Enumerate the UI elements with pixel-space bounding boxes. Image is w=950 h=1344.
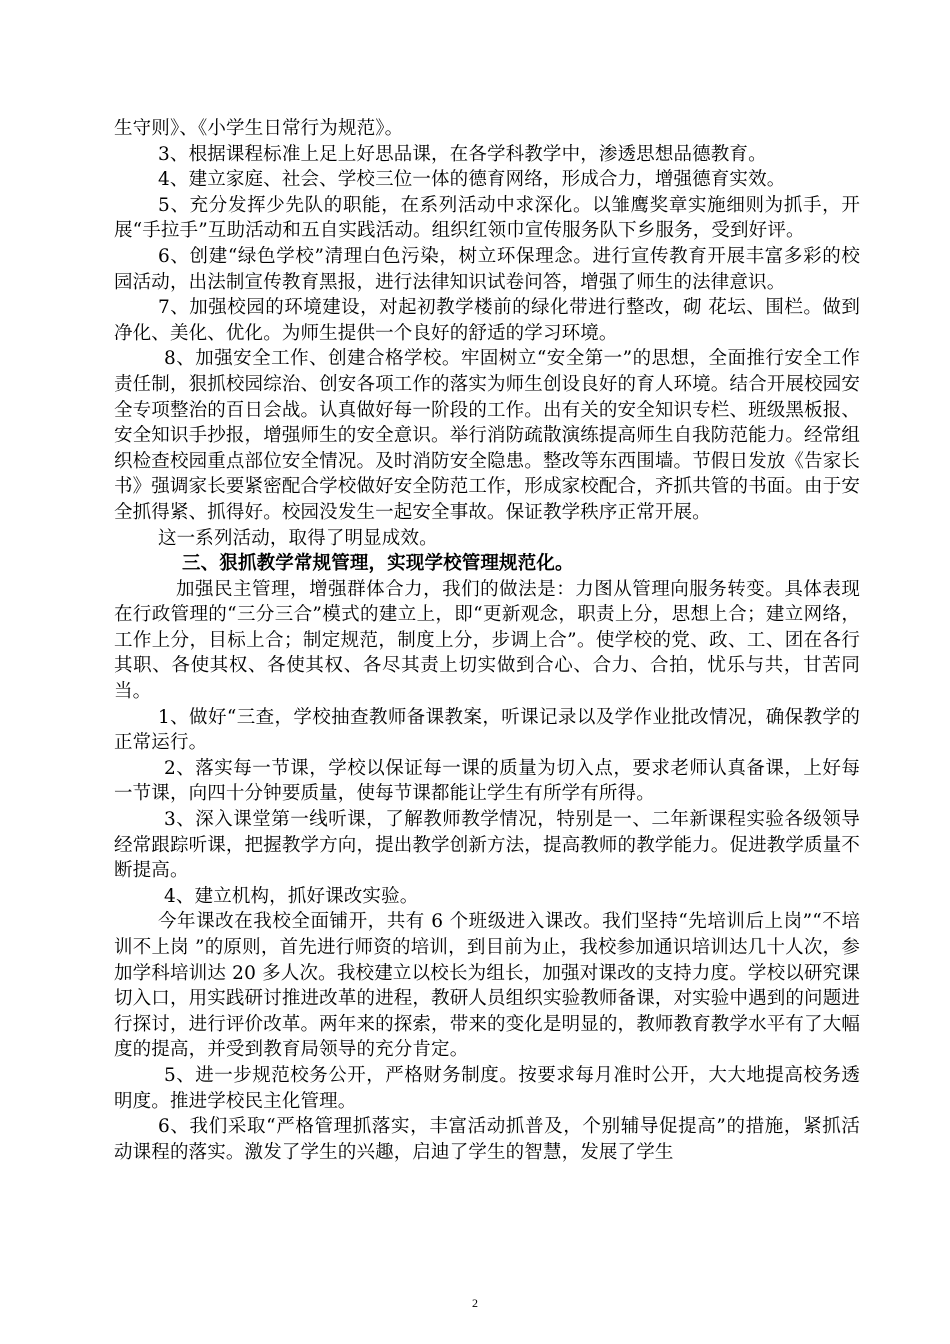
paragraph: 4、建立家庭、社会、学校三位一体的德育网络，形成合力，增强德育实效。 [158, 169, 786, 191]
paragraph: 3、深入课堂第一线听课，了解教师教学情况，特别是一、二年新课程实验各级领导经常跟踪听课，把握教学方向，提出教学创新方法，提高教师的教学能力。促进教学质量不断提高。 [114, 809, 861, 882]
paragraph: 今年课改在我校全面铺开，共有 6 个班级进入课改。我们坚持“先培训后上岗”“不培训不上岗 ”的原则，首先进行师资的培训，到目前为止，我校参加通识培训达几十人次，参加学科培训达 20 多人次。我校建立以校长为组长，加强对课改的支持力度。学校以研究课切入口，用实践研讨推进改革的进程，教研人员组织实验教师备课，对实验中遇到的问题进行探讨，进行评价改革。两年来的探索，带来的变化是明显的，教师教育教学水平有了大幅度的提高，并受到教育局领导的充分肯定。 [114, 911, 861, 1061]
paragraph: 4、建立机构，抓好课改实验。 [164, 885, 419, 907]
paragraph: 生守则》、《小学生日常行为规范》。 [114, 118, 404, 139]
paragraph: 5、充分发挥少先队的职能，在系列活动中求深化。以雏鹰奖章实施细则为抓手，开展“手拉手”互助活动和五自实践活动。组织红领巾宣传服务队下乡服务，受到好评。 [114, 194, 860, 242]
paragraph: 这一系列活动，取得了明显成效。 [158, 527, 438, 549]
body-text [114, 116, 860, 1165]
paragraph: 加强民主管理，增强群体合力，我们的做法是：力图从管理向服务转变。具体表现在行政管理的“三分三合”模式的建立上，即“更新观念，职责上分，思想上合；建立网络，工作上分，目标上合；制定规范，制度上分，步调上合”。使学校的党、政、工、团在各行其职、各使其权、各使其权、各尽其责上切实做到合心、合力、合拍，忧乐与共，甘苦同当。 [114, 578, 860, 703]
section-heading: 三、狠抓教学常规管理，实现学校管理规范化。 [182, 553, 574, 575]
paragraph: 3、根据课程标准上足上好思品课，在各学科教学中，渗透思想品德教育。 [158, 143, 767, 165]
paragraph: 8、加强安全工作、创建合格学校。牢固树立“安全第一”的思想，全面推行安全工作责任制，狠抓校园综治、创安各项工作的落实为师生创设良好的育人环境。结合开展校园安全专项整治的百日会战。认真做好每一阶段的工作。出有关的安全知识专栏、班级黑板报、安全知识手抄报，增强师生的安全意识。举行消防疏散演练提高师生自我防范能力。经常组织检查校园重点部位安全情况。及时消防安全隐患。整改等东西围墙。节假日发放《告家长书》强调家长要紧密配合学校做好安全防范工作，形成家校配合，齐抓共管的书面。由于安全抓得紧、抓得好。校园没发生一起安全事故。保证教学秩序正常开展。 [114, 348, 861, 523]
page-number: 2 [472, 1296, 478, 1310]
paragraph: 6、我们采取“严格管理抓落实，丰富活动抓普及，个别辅导促提高”的措施，紧抓活动课程的落实。激发了学生的兴趣，启迪了学生的智慧，发展了学生 [114, 1116, 860, 1163]
paragraph: 2、落实每一节课，学校以保证每一课的质量为切入点，要求老师认真备课，上好每一节课，向四十分钟要质量，使每节课都能让学生有所学有所得。 [114, 757, 860, 805]
paragraph: 1、做好“三查，学校抽查教师备课教案，听课记录以及学作业批改情况，确保教学的正常运行。 [114, 706, 860, 754]
paragraph: 6、创建“绿色学校”清理白色污染，树立环保理念。进行宣传教育开展丰富多彩的校园活动，出法制宣传教育黑报，进行法律知识试卷问答，增强了师生的法律意识。 [114, 245, 860, 293]
paragraph: 7、加强校园的环境建设，对起初教学楼前的绿化带进行整改，砌 花坛、围栏。做到净化、美化、优化。为师生提供一个良好的舒适的学习环境。 [114, 297, 860, 344]
paragraph: 5、进一步规范校务公开，严格财务制度。按要求每月准时公开，大大地提高校务透明度。推进学校民主化管理。 [114, 1064, 860, 1112]
